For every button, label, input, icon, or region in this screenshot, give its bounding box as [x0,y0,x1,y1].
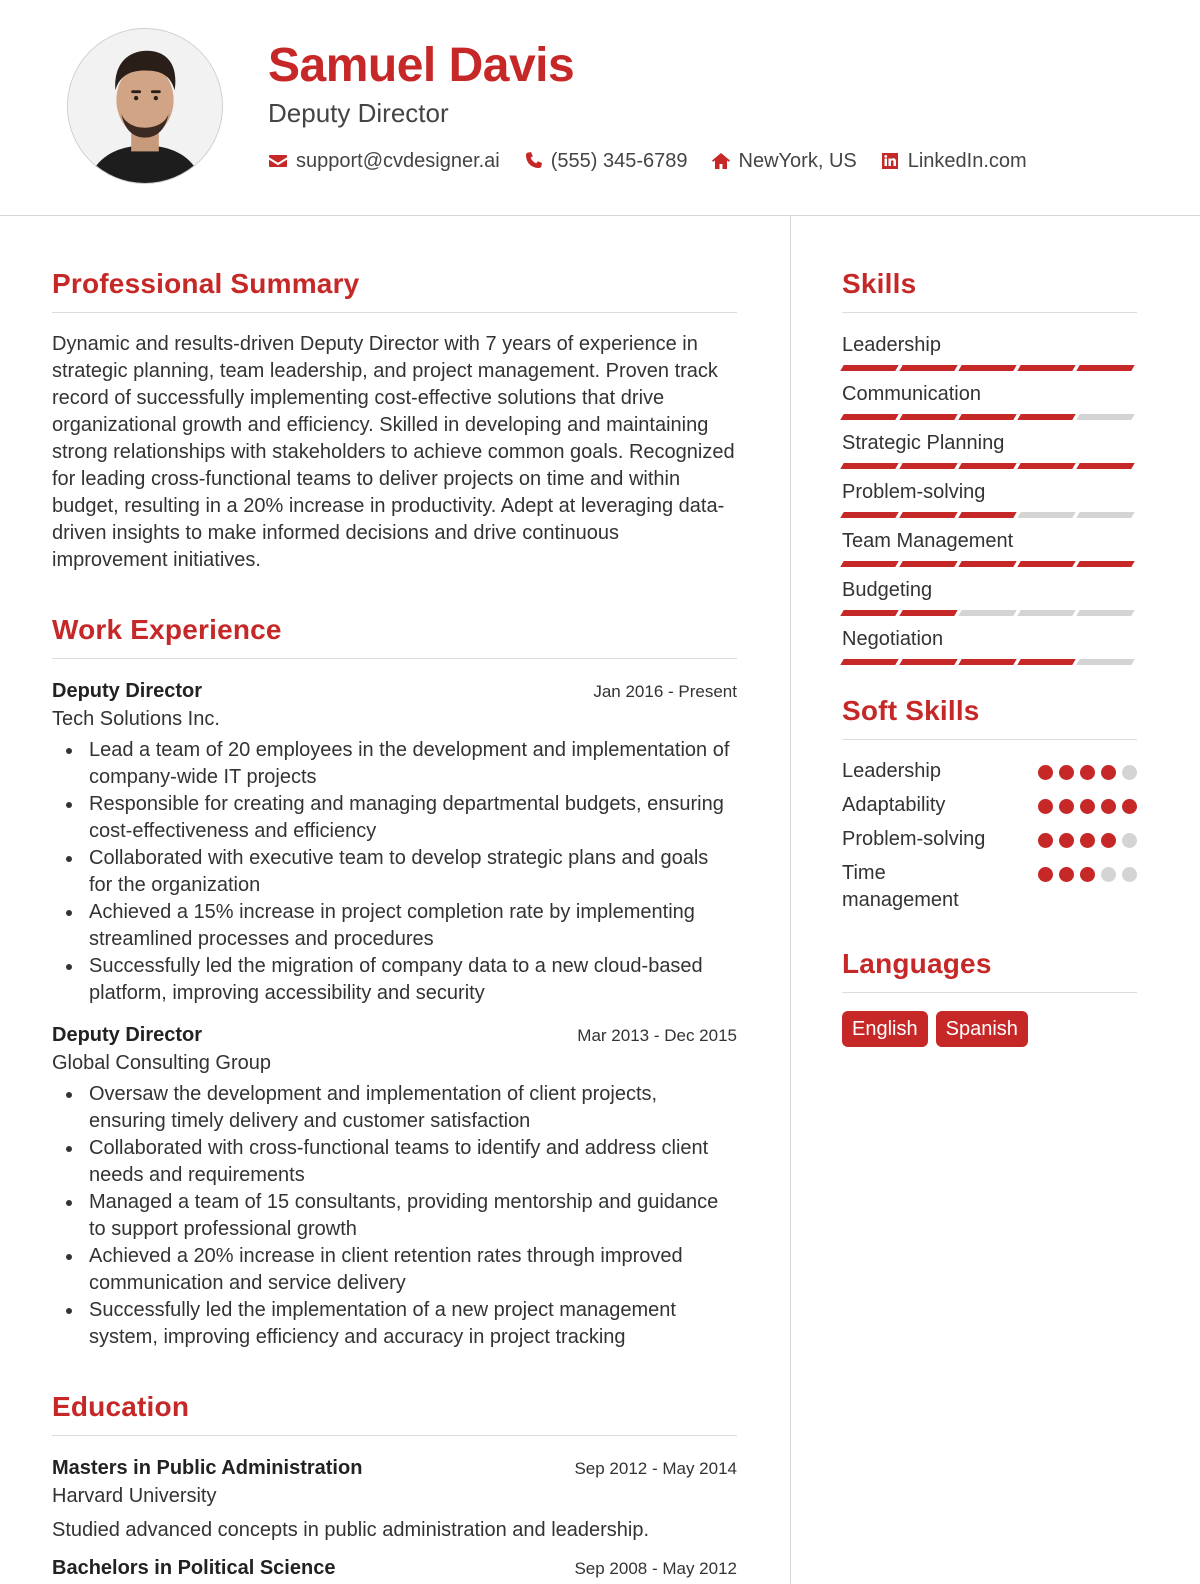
job-bullets [52,737,737,1007]
job-bullets [52,1081,737,1351]
skill-item [842,429,1137,469]
skill-level-segment [899,365,957,371]
soft-skill-name: Leadership [842,760,941,782]
skill-level-bar [842,414,1137,420]
rating-dot [1122,833,1137,848]
education-entry [52,1454,737,1544]
resume-header [0,0,1200,216]
degree-dates: Sep 2008 - May 2012 [574,1559,737,1578]
soft-skills-section [842,693,1137,914]
skill-level-segment [1076,414,1134,420]
job-bullet: Achieved a 20% increase in client retention rates through improved communication and service delivery [52,1243,737,1297]
contact-linkedin-text: LinkedIn.com [907,150,1027,172]
job-bullet: Collaborated with cross-functional teams to identify and address client needs and requirements [52,1135,737,1189]
skill-level-segment [840,659,898,665]
job-bullet: Achieved a 15% increase in project completion rate by implementing streamlined processes and procedures [52,899,737,953]
rating-dot [1122,765,1137,780]
skill-item [842,576,1137,616]
skill-level-segment [899,610,957,616]
skill-level-segment [958,512,1016,518]
job-dates: Mar 2013 - Dec 2015 [577,1026,737,1045]
home-icon [711,151,731,171]
candidate-name: Samuel Davis [268,39,575,92]
education-heading: Education [52,1389,737,1436]
skill-level-segment [1076,365,1134,371]
skills-section [842,266,1137,665]
job-bullet: Successfully led the migration of company data to a new cloud-based platform, improving accessibility and security [52,953,737,1007]
skill-name: Communication [842,383,981,405]
skill-level-segment [1076,659,1134,665]
contact-email-text: support@cvdesigner.ai [296,150,500,172]
skill-level-segment [1017,659,1075,665]
soft-skill-rating [1038,765,1137,780]
skill-level-segment [899,561,957,567]
skill-item [842,331,1137,371]
job-bullet: Lead a team of 20 employees in the development and implementation of company-wide IT projects [52,737,737,791]
job-bullet: Responsible for creating and managing departmental budgets, ensuring cost-effectiveness and efficiency [52,791,737,845]
skill-level-segment [840,463,898,469]
soft-skill-rating [1038,867,1137,882]
job-bullet: Managed a team of 15 consultants, providing mentorship and guidance to support professional growth [52,1189,737,1243]
phone-icon [523,151,543,171]
soft-skill-rating [1038,799,1137,814]
skill-level-bar [842,512,1137,518]
skill-level-segment [1017,463,1075,469]
soft-skills-heading: Soft Skills [842,693,1137,740]
soft-skills-list [842,758,1137,914]
skill-level-segment [1076,610,1134,616]
linkedin-icon [880,151,900,171]
job-bullet: Successfully led the implementation of a new project management system, improving efficiency and accuracy in project tracking [52,1297,737,1351]
summary-heading: Professional Summary [52,266,737,313]
experience-section [52,612,737,1351]
rating-dot [1101,799,1116,814]
rating-dot [1038,765,1053,780]
skill-level-segment [899,512,957,518]
skill-level-bar [842,610,1137,616]
contact-location [711,147,857,175]
skill-item [842,625,1137,665]
skill-level-segment [958,414,1016,420]
skill-level-segment [1017,365,1075,371]
job-company: Global Consulting Group [52,1052,272,1074]
contact-email[interactable] [268,147,500,175]
column-divider [790,216,791,1584]
language-tag: English [842,1011,928,1047]
rating-dot [1038,799,1053,814]
soft-skill-name: Time management [842,862,959,911]
job-company: Tech Solutions Inc. [52,708,220,730]
job-bullet: Collaborated with executive team to develop strategic plans and goals for the organization [52,845,737,899]
education-section [52,1389,737,1582]
main-column [52,266,737,1584]
skill-level-segment [958,659,1016,665]
degree-title: Masters in Public Administration [52,1457,363,1479]
languages-heading: Languages [842,946,1137,993]
skill-name: Strategic Planning [842,432,1005,454]
skill-level-segment [840,414,898,420]
language-tag: Spanish [936,1011,1028,1047]
skill-level-segment [1017,561,1075,567]
skill-level-segment [1076,463,1134,469]
rating-dot [1080,867,1095,882]
skill-level-segment [899,463,957,469]
skill-level-segment [958,610,1016,616]
person-avatar-icon [68,29,222,183]
skill-level-segment [1076,561,1134,567]
skills-heading: Skills [842,266,1137,313]
envelope-icon [268,151,288,171]
experience-heading: Work Experience [52,612,737,659]
job-bullet: Oversaw the development and implementation of client projects, ensuring timely delivery and customer satisfaction [52,1081,737,1135]
profile-photo [67,28,223,184]
contact-list [268,147,1050,175]
rating-dot [1038,833,1053,848]
skill-level-segment [840,512,898,518]
soft-skill-item [842,758,1137,785]
languages-list [842,1011,1137,1047]
soft-skill-item [842,792,1137,819]
skill-level-bar [842,463,1137,469]
skill-level-segment [958,561,1016,567]
degree-dates: Sep 2012 - May 2014 [574,1459,737,1478]
skills-list [842,331,1137,665]
rating-dot [1101,765,1116,780]
rating-dot [1122,867,1137,882]
education-entry [52,1554,737,1582]
skill-level-segment [899,414,957,420]
rating-dot [1059,799,1074,814]
contact-linkedin[interactable] [880,147,1027,175]
rating-dot [1080,799,1095,814]
job-entry [52,1021,737,1351]
contact-phone-text: (555) 345-6789 [550,150,688,172]
summary-text: Dynamic and results-driven Deputy Director with 7 years of experience in strategic planning, team leadership, and project management. Proven track record of successfully implementing cost-effective solutions that drive organizational growth and efficiency. Skilled in developing and maintaining strong relationships with stakeholders to achieve common goals. Recognized for leading cross-functional teams to deliver projects on time and within budget, resulting in a 20% increase in productivity. Adept at leveraging data-driven insights to make informed decisions and drive continuous improvement initiatives. [52,333,735,571]
job-dates: Jan 2016 - Present [593,682,737,701]
skill-level-segment [1017,414,1075,420]
skill-item [842,380,1137,420]
skill-level-segment [958,463,1016,469]
skill-item [842,527,1137,567]
skill-name: Problem-solving [842,481,986,503]
degree-title: Bachelors in Political Science [52,1557,336,1579]
skill-level-segment [899,659,957,665]
soft-skill-rating [1038,833,1137,848]
skill-level-segment [1017,512,1075,518]
skill-name: Budgeting [842,579,933,601]
soft-skill-name: Problem-solving [842,828,986,850]
contact-phone[interactable] [523,147,688,175]
rating-dot [1101,867,1116,882]
candidate-title: Deputy Director [268,98,449,128]
soft-skill-name: Adaptability [842,794,946,816]
education-description: Studied advanced concepts in public administration and leadership. [52,1519,650,1541]
skill-level-segment [840,365,898,371]
soft-skill-item [842,826,1137,853]
skill-level-bar [842,561,1137,567]
languages-section [842,946,1137,1047]
skill-level-segment [958,365,1016,371]
rating-dot [1122,799,1137,814]
rating-dot [1080,833,1095,848]
skill-level-bar [842,659,1137,665]
skill-level-segment [840,610,898,616]
skill-name: Negotiation [842,628,944,650]
rating-dot [1059,833,1074,848]
skill-level-bar [842,365,1137,371]
soft-skill-item [842,860,1137,914]
rating-dot [1038,867,1053,882]
job-title: Deputy Director [52,1024,203,1046]
skill-level-segment [1017,610,1075,616]
rating-dot [1080,765,1095,780]
skill-level-segment [1076,512,1134,518]
skill-name: Team Management [842,530,1014,552]
contact-location-text: NewYork, US [738,150,857,172]
job-entry [52,677,737,1007]
skill-name: Leadership [842,334,941,356]
job-title: Deputy Director [52,680,203,702]
summary-section [52,266,737,574]
rating-dot [1059,765,1074,780]
school-name: Harvard University [52,1485,217,1507]
skill-item [842,478,1137,518]
sidebar-column [842,266,1137,1047]
rating-dot [1059,867,1074,882]
skill-level-segment [840,561,898,567]
rating-dot [1101,833,1116,848]
